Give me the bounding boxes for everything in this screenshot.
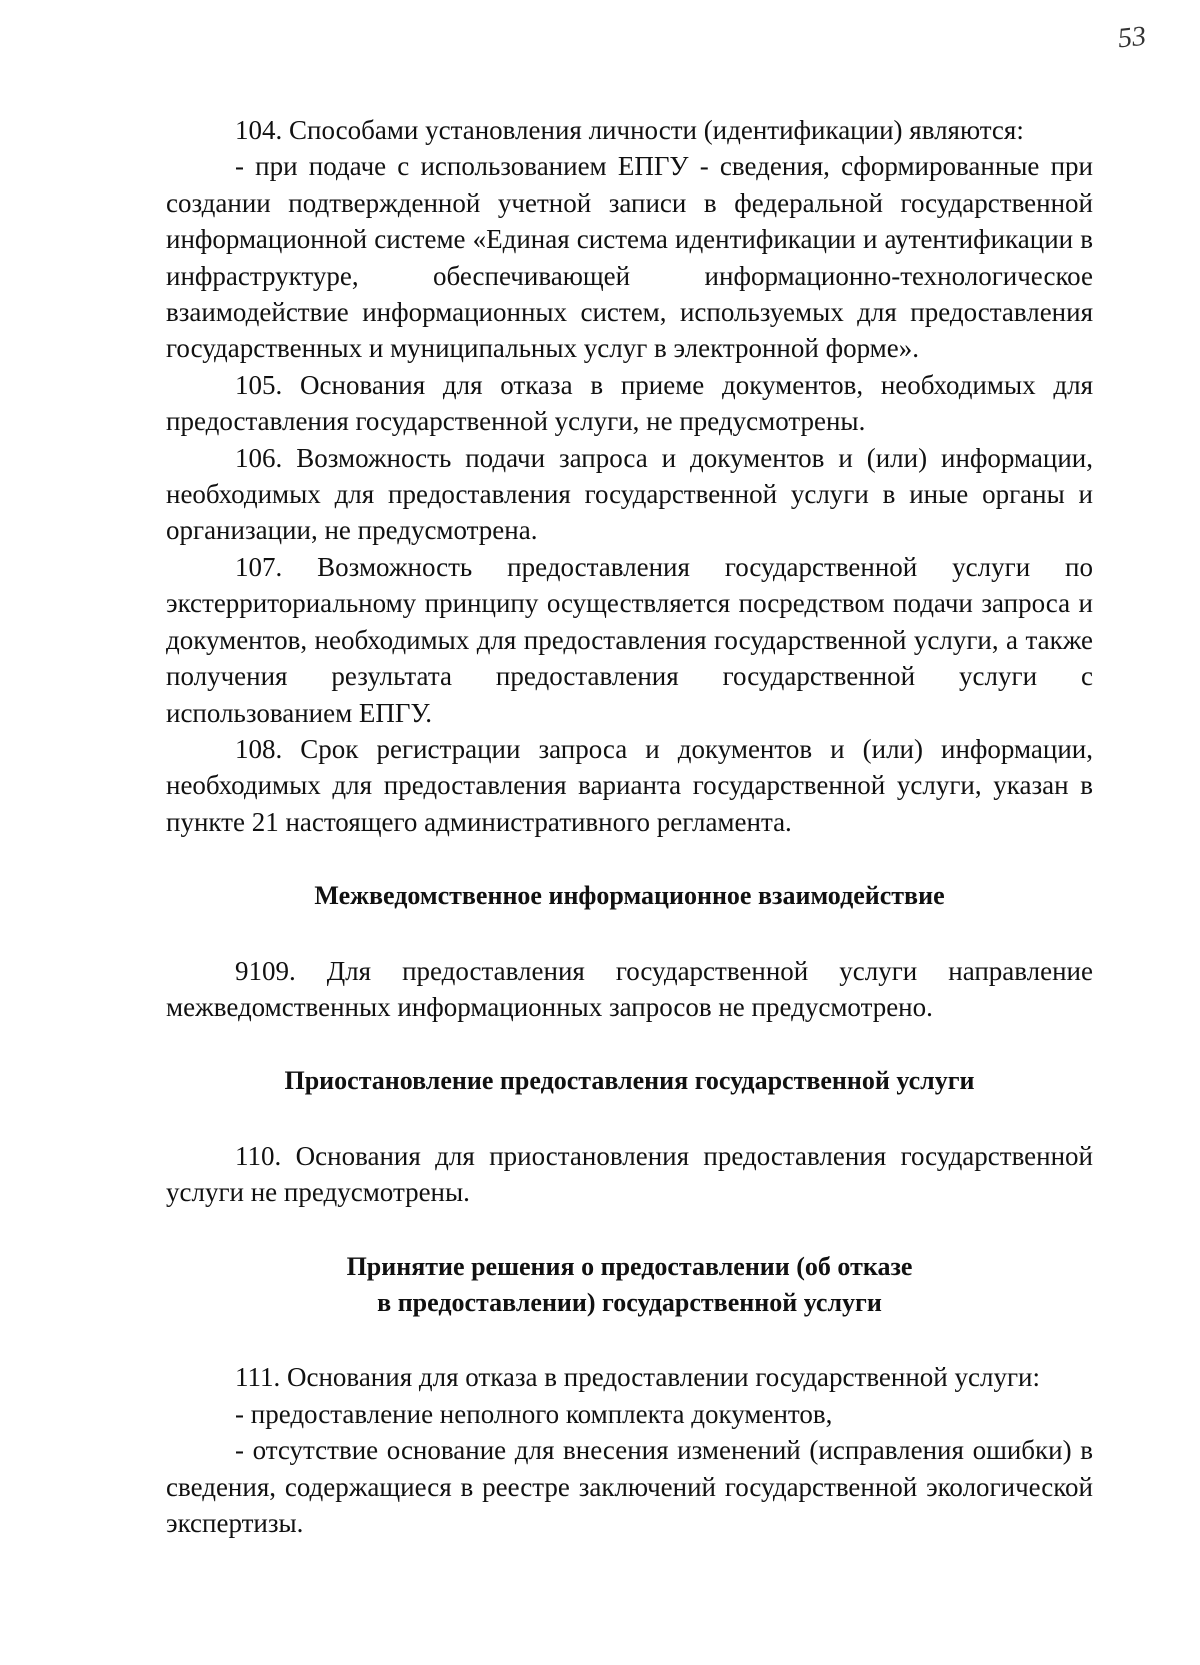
paragraph-111-item-1: - предоставление неполного комплекта документов, bbox=[235, 1398, 833, 1429]
paragraph-104-intro: 104. Способами установления личности (идентификации) являются: bbox=[235, 115, 1024, 145]
page-number: 53 bbox=[1116, 20, 1148, 55]
heading-decision-line-2: в предоставлении) государственной услуги bbox=[377, 1287, 882, 1317]
paragraph-107: 107. Возможность предоставления государственной услуги по экстерриториальному принципу осуществляется посредством подачи запроса и документов, необходимых для предоставления государственной услуги, а также получения результата предоставления государственной услуги с использованием ЕПГУ. bbox=[166, 551, 1093, 728]
paragraph-110: 110. Основания для приостановления предоставления государственной услуги не предусмотрены. bbox=[166, 1140, 1093, 1208]
document-body bbox=[166, 112, 1093, 1541]
heading-interagency-interaction: Межведомственное информационное взаимодействие bbox=[314, 881, 945, 911]
paragraph-105: 105. Основания для отказа в приеме документов, необходимых для предоставления государственной услуги, не предусмотрены. bbox=[166, 369, 1093, 437]
heading-suspension: Приостановление предоставления государственной услуги bbox=[284, 1066, 975, 1096]
paragraph-104-item: - при подаче с использованием ЕПГУ - сведения, сформированные при создании подтвержденной учетной записи в федеральной государственной информационной системе «Единая система идентификации и аутентификации в инфраструктуре, обеспечивающей информационно-технологическое взаимодействие информационных систем, используемых для предоставления государственных и муниципальных услуг в электронной форме». bbox=[166, 151, 1093, 364]
paragraph-108: 108. Срок регистрации запроса и документов и (или) информации, необходимых для предоставления варианта государственной услуги, указан в пункте 21 настоящего административного регламента. bbox=[166, 733, 1093, 837]
heading-decision-line-1: Принятие решения о предоставлении (об отказе bbox=[346, 1251, 913, 1281]
paragraph-111-intro: 111. Основания для отказа в предоставлении государственной услуги: bbox=[235, 1362, 1040, 1393]
heading-decision bbox=[166, 1249, 1093, 1322]
paragraph-106: 106. Возможность подачи запроса и документов и (или) информации, необходимых для предоставления государственной услуги в иные органы и организации, не предусмотрена. bbox=[166, 442, 1093, 546]
paragraph-111-item-2: - отсутствие основание для внесения изменений (исправления ошибки) в сведения, содержащиеся в реестре заключений государственной экологической экспертизы. bbox=[166, 1435, 1093, 1538]
paragraph-109: 9109. Для предоставления государственной услуги направление межведомственных информационных запросов не предусмотрено. bbox=[166, 955, 1093, 1022]
